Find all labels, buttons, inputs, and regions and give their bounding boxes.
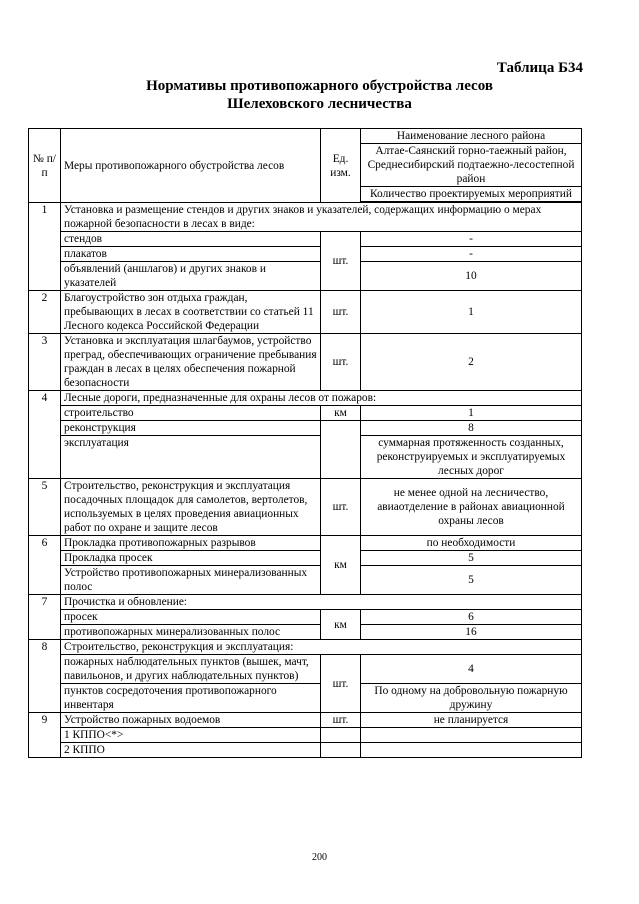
- row-label: Устройство противопожарных минерализованных полос: [61, 566, 321, 595]
- row-unit: км: [321, 406, 361, 421]
- row-value: 6: [361, 610, 582, 625]
- row-value: по необходимости: [361, 536, 582, 551]
- table-row: [29, 551, 582, 566]
- row-value: 10: [361, 262, 582, 291]
- row-value: 1: [361, 291, 582, 334]
- table-row: [29, 610, 582, 625]
- header-unit: Ед. изм.: [321, 129, 361, 203]
- row-value: не планируется: [361, 713, 582, 728]
- row-unit: шт.: [321, 655, 361, 713]
- row-unit: км: [321, 610, 361, 640]
- table-row: [29, 625, 582, 640]
- row-value: 16: [361, 625, 582, 640]
- table-row: [29, 566, 582, 595]
- row-unit: км: [321, 536, 361, 595]
- table-label: Таблица Б34: [496, 60, 583, 76]
- table-row: [29, 479, 582, 536]
- row-value: 4: [361, 655, 582, 684]
- row-num: 7: [29, 595, 61, 640]
- row-value: -: [361, 247, 582, 262]
- row-label: Строительство, реконструкция и эксплуатация посадочных площадок для самолетов, вертолетов, используемых в целях проведения авиационных работ по охране и защите лесов: [61, 479, 321, 536]
- row-label: Прокладка просек: [61, 551, 321, 566]
- row-label: противопожарных минерализованных полос: [61, 625, 321, 640]
- row-unit: шт.: [321, 291, 361, 334]
- row-unit: шт.: [321, 479, 361, 536]
- table-row: [29, 743, 582, 758]
- table-row: [29, 291, 582, 334]
- row-label: эксплуатация: [61, 436, 321, 479]
- row-unit-empty: [321, 728, 361, 743]
- row-num: 2: [29, 291, 61, 334]
- header-region-name: Алтае-Саянский горно-таежный район, Среднесибирский подтаежно-лесостепной район: [361, 144, 582, 187]
- row-label: Благоустройство зон отдыха граждан, пребывающих в лесах в соответствии со статьей 11 Лесного кодекса Российской Федерации: [61, 291, 321, 334]
- table-row: [29, 406, 582, 421]
- header-measures: Меры противопожарного обустройства лесов: [61, 129, 321, 203]
- row-title: Лесные дороги, предназначенные для охраны лесов от пожаров:: [61, 391, 582, 406]
- row-num: 5: [29, 479, 61, 536]
- row-label: 1 КППО<*>: [61, 728, 321, 743]
- row-label: реконструкция: [61, 421, 321, 436]
- row-unit-empty: [321, 421, 361, 479]
- row-label: 2 КППО: [61, 743, 321, 758]
- row-label: Устройство пожарных водоемов: [61, 713, 321, 728]
- row-label: плакатов: [61, 247, 321, 262]
- row-num: 3: [29, 334, 61, 391]
- row-label: стендов: [61, 232, 321, 247]
- norms-table: [28, 128, 582, 758]
- row-value: По одному на добровольную пожарную дружину: [361, 684, 582, 713]
- row-label: Установка и эксплуатация шлагбаумов, устройство преград, обеспечивающих ограничение пребывания граждан в лесах в целях обеспечения пожарной безопасности: [61, 334, 321, 391]
- table-row: [29, 203, 582, 232]
- row-title: Установка и размещение стендов и других знаков и указателей, содержащих информацию о мерах пожарной безопасности в лесах в виде:: [61, 203, 582, 232]
- table-row: [29, 655, 582, 684]
- table-row: [29, 536, 582, 551]
- row-label: пожарных наблюдательных пунктов (вышек, мачт, павильонов, и других наблюдательных пунктов): [61, 655, 321, 684]
- row-value: 8: [361, 421, 582, 436]
- row-unit-empty: [321, 743, 361, 758]
- row-num: 8: [29, 640, 61, 713]
- table-row: [29, 334, 582, 391]
- table-row: [29, 640, 582, 655]
- table-row: [29, 728, 582, 743]
- table-row: [29, 421, 582, 436]
- header-row: [29, 129, 582, 144]
- table-row: [29, 391, 582, 406]
- row-value: не менее одной на лесничество, авиаотделение в районах авиационной охраны лесов: [361, 479, 582, 536]
- table-row: [29, 713, 582, 728]
- row-label: Прокладка противопожарных разрывов: [61, 536, 321, 551]
- row-value: -: [361, 232, 582, 247]
- header-region-label: Наименование лесного района: [361, 129, 582, 144]
- row-unit: шт.: [321, 232, 361, 291]
- table-row: [29, 262, 582, 291]
- row-label: просек: [61, 610, 321, 625]
- row-num: 6: [29, 536, 61, 595]
- row-num: 9: [29, 713, 61, 758]
- row-value: 2: [361, 334, 582, 391]
- row-num: 1: [29, 203, 61, 291]
- header-num: № п/п: [29, 129, 61, 203]
- row-value: 5: [361, 551, 582, 566]
- row-label: объявлений (аншлагов) и других знаков и указателей: [61, 262, 321, 291]
- row-value: 1: [361, 406, 582, 421]
- row-label: строительство: [61, 406, 321, 421]
- row-value: суммарная протяженность созданных, реконструируемых и эксплуатируемых лесных дорог: [361, 436, 582, 479]
- table-row: [29, 232, 582, 247]
- document-title: Нормативы противопожарного обустройства лесов: [146, 78, 493, 94]
- row-title: Строительство, реконструкция и эксплуатация:: [61, 640, 582, 655]
- row-value-empty: [361, 728, 582, 743]
- table-row: [29, 595, 582, 610]
- row-title: Прочистка и обновление:: [61, 595, 582, 610]
- page-number: 200: [312, 852, 327, 863]
- row-value-empty: [361, 743, 582, 758]
- document-subtitle: Шелеховского лесничества: [227, 96, 412, 112]
- table-row: [29, 684, 582, 713]
- row-value: 5: [361, 566, 582, 595]
- table-row: [29, 436, 582, 479]
- row-unit: шт.: [321, 713, 361, 728]
- header-quantity: Количество проектируемых мероприятий: [361, 187, 582, 202]
- row-label: пунктов сосредоточения противопожарного инвентаря: [61, 684, 321, 713]
- row-unit: шт.: [321, 334, 361, 391]
- table-row: [29, 247, 582, 262]
- row-num: 4: [29, 391, 61, 479]
